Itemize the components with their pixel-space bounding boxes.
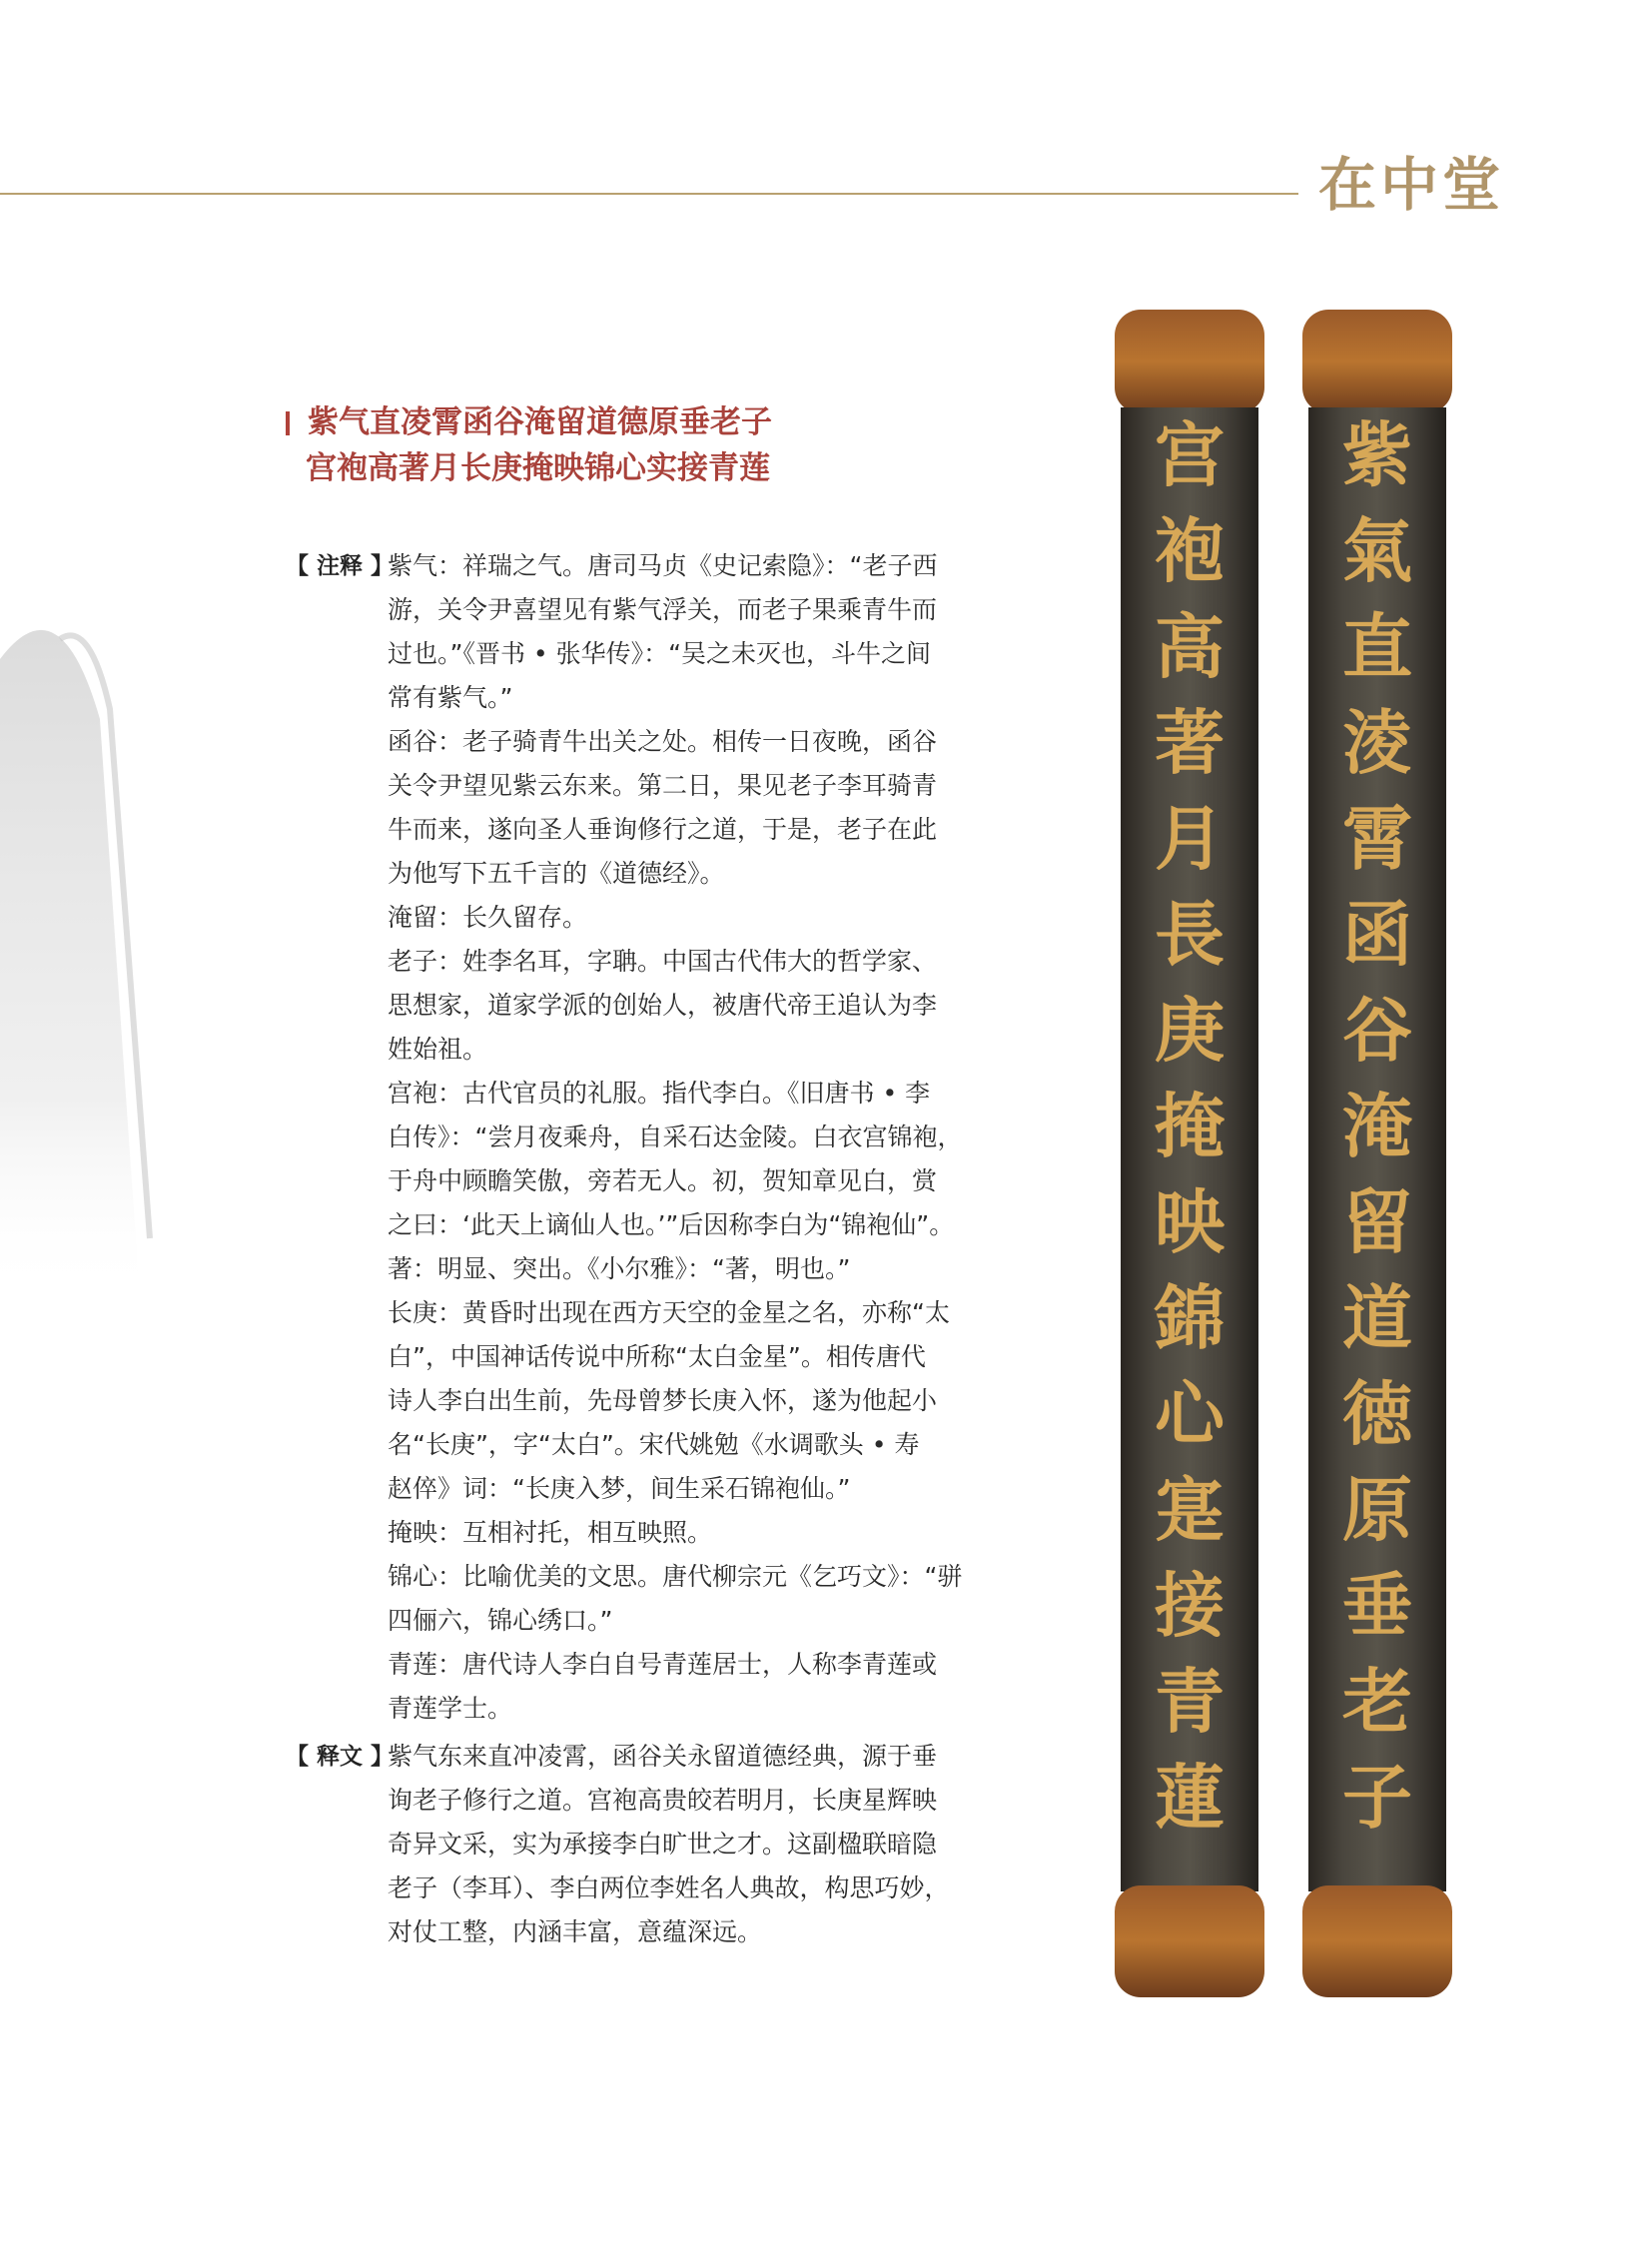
carved-character: 錦 bbox=[1155, 1276, 1225, 1359]
text-line: 白传》：“尝月夜乘舟，自采石达金陵。白衣宫锦袍， bbox=[388, 1122, 963, 1151]
carved-character: 蓮 bbox=[1155, 1756, 1225, 1839]
carved-character: 老 bbox=[1342, 1660, 1412, 1743]
text-line: 老子：姓李名耳，字聃。中国古代伟大的哲学家、 bbox=[388, 947, 938, 976]
carved-character: 淩 bbox=[1342, 701, 1412, 784]
text-line: 淹留：长久留存。 bbox=[388, 903, 588, 932]
text-line: 思想家，道家学派的创始人，被唐代帝王追认为李 bbox=[388, 991, 938, 1020]
annotation-entry bbox=[388, 1291, 975, 1511]
left-board bbox=[1115, 310, 1264, 1997]
carved-character: 紫 bbox=[1342, 413, 1412, 496]
translation-body bbox=[388, 1735, 975, 1954]
section-title: 在中堂 bbox=[1318, 151, 1505, 219]
header-rule bbox=[0, 193, 1298, 195]
text-line: 紫气：祥瑞之气。唐司马贞《史记索隐》：“老子西 bbox=[388, 551, 938, 580]
text-line: 之曰：‘此天上谪仙人也。’”后因称李白为“锦袍仙”。 bbox=[388, 1210, 955, 1239]
couplet-boards-photo bbox=[1099, 290, 1468, 2007]
text-line: 锦心：比喻优美的文思。唐代柳宗元《乞巧文》：“骈 bbox=[388, 1562, 963, 1591]
annotation-entry bbox=[388, 1247, 975, 1291]
text-line: 宫袍：古代官员的礼服。指代李白。《旧唐书 • 李 bbox=[388, 1079, 931, 1108]
carved-character: 著 bbox=[1155, 701, 1225, 784]
annotation-entry bbox=[388, 1511, 975, 1555]
text-line: 对仗工整，内涵丰富，意蕴深远。 bbox=[388, 1917, 763, 1946]
text-line: 奇异文采，实为承接李白旷世之才。这副楹联暗隐 bbox=[388, 1830, 938, 1859]
carved-character: 接 bbox=[1155, 1564, 1225, 1647]
heading-marker bbox=[286, 411, 290, 435]
carved-character: 谷 bbox=[1342, 989, 1412, 1072]
carved-character: 氣 bbox=[1342, 509, 1412, 592]
text-line: 赵倅》词：“长庚入梦，间生采石锦袍仙。” bbox=[388, 1474, 851, 1503]
annotation-entry bbox=[388, 720, 975, 896]
text-line: 紫气东来直冲凌霄，函谷关永留道德经典，源于垂 bbox=[388, 1742, 938, 1771]
annotation-entry bbox=[388, 1643, 975, 1731]
carved-character: 袍 bbox=[1155, 509, 1225, 592]
text-line: 四俪六，锦心绣口。” bbox=[388, 1606, 613, 1635]
carved-character: 寔 bbox=[1155, 1468, 1225, 1551]
text-line: 为他写下五千言的《道德经》。 bbox=[388, 859, 725, 888]
text-line: 牛而来，遂向圣人垂询修行之道，于是，老子在此 bbox=[388, 815, 938, 844]
carved-character: 原 bbox=[1342, 1468, 1412, 1551]
translation-block bbox=[286, 1735, 985, 1954]
annotation-body bbox=[388, 544, 975, 1731]
carved-character: 長 bbox=[1155, 893, 1225, 976]
annotation-entry bbox=[388, 1072, 975, 1247]
text-line: 青莲学士。 bbox=[388, 1694, 513, 1723]
carved-character: 霄 bbox=[1342, 797, 1412, 880]
carved-character: 徳 bbox=[1342, 1372, 1412, 1455]
notes-section bbox=[286, 544, 985, 1954]
text-line: 询老子修行之道。宫袍高贵皎若明月，长庚星辉映 bbox=[388, 1786, 938, 1815]
annotation-entry bbox=[388, 1555, 975, 1643]
couplet-line-2: 宫袍高著月长庚掩映锦心实接青莲 bbox=[306, 450, 770, 486]
carved-character: 掩 bbox=[1155, 1085, 1225, 1167]
text-line: 常有紫气。” bbox=[388, 683, 513, 712]
couplet-line-1: 紫气直凌霄函谷淹留道德原垂老子 bbox=[308, 404, 772, 440]
text-line: 掩映：互相衬托，相互映照。 bbox=[388, 1518, 713, 1547]
carved-character: 映 bbox=[1155, 1180, 1225, 1263]
annotation-entry bbox=[388, 940, 975, 1072]
carved-character: 垂 bbox=[1342, 1564, 1412, 1647]
text-line: 于舟中顾瞻笑傲，旁若无人。初，贺知章见白，赏 bbox=[388, 1166, 938, 1195]
right-board bbox=[1302, 310, 1452, 1997]
text-line: 游，关令尹喜望见有紫气浮关，而老子果乘青牛而 bbox=[388, 595, 938, 624]
translation-tag: 【 释文 】 bbox=[286, 1744, 395, 1770]
carved-character: 庚 bbox=[1155, 989, 1225, 1072]
text-line: 老子（李耳）、李白两位李姓名人典故，构思巧妙， bbox=[388, 1873, 950, 1902]
annotation-entry bbox=[388, 544, 975, 720]
carved-character: 心 bbox=[1155, 1372, 1225, 1455]
carved-character: 青 bbox=[1155, 1660, 1225, 1743]
text-line: 关令尹望见紫云东来。第二日，果见老子李耳骑青 bbox=[388, 771, 938, 800]
couplet-heading bbox=[286, 399, 845, 491]
carved-character: 子 bbox=[1342, 1756, 1412, 1839]
text-line: 诗人李白出生前，先母曾梦长庚入怀，遂为他起小 bbox=[388, 1386, 938, 1415]
text-line: 白”，中国神话传说中所称“太白金星”。相传唐代 bbox=[388, 1342, 926, 1371]
text-line: 函谷：老子骑青牛出关之处。相传一日夜晚，函谷 bbox=[388, 727, 938, 756]
text-line: 长庚：黄昏时出现在西方天空的金星之名，亦称“太 bbox=[388, 1298, 950, 1327]
carved-character: 月 bbox=[1155, 797, 1225, 880]
annotation-block bbox=[286, 544, 985, 1731]
faded-arch-decoration bbox=[0, 599, 230, 1298]
translation-text bbox=[388, 1735, 975, 1954]
carved-character: 道 bbox=[1342, 1276, 1412, 1359]
text-line: 姓始祖。 bbox=[388, 1035, 488, 1064]
text-line: 名“长庚”，字“太白”。宋代姚勉《水调歌头 • 寿 bbox=[388, 1430, 920, 1459]
annotation-tag: 【 注释 】 bbox=[286, 553, 395, 579]
carved-character: 高 bbox=[1155, 605, 1225, 688]
text-line: 青莲：唐代诗人李白自号青莲居士，人称李青莲或 bbox=[388, 1650, 938, 1679]
text-line: 过也。”《晋书 • 张华传》：“吴之未灭也，斗牛之间 bbox=[388, 639, 932, 668]
carved-character: 函 bbox=[1342, 893, 1412, 976]
carved-character: 留 bbox=[1342, 1180, 1412, 1263]
carved-character: 宫 bbox=[1155, 413, 1225, 496]
carved-character: 直 bbox=[1342, 605, 1412, 688]
annotation-entry bbox=[388, 896, 975, 940]
carved-character: 淹 bbox=[1342, 1085, 1412, 1167]
text-line: 著：明显、突出。《小尔雅》：“著，明也。” bbox=[388, 1254, 851, 1283]
